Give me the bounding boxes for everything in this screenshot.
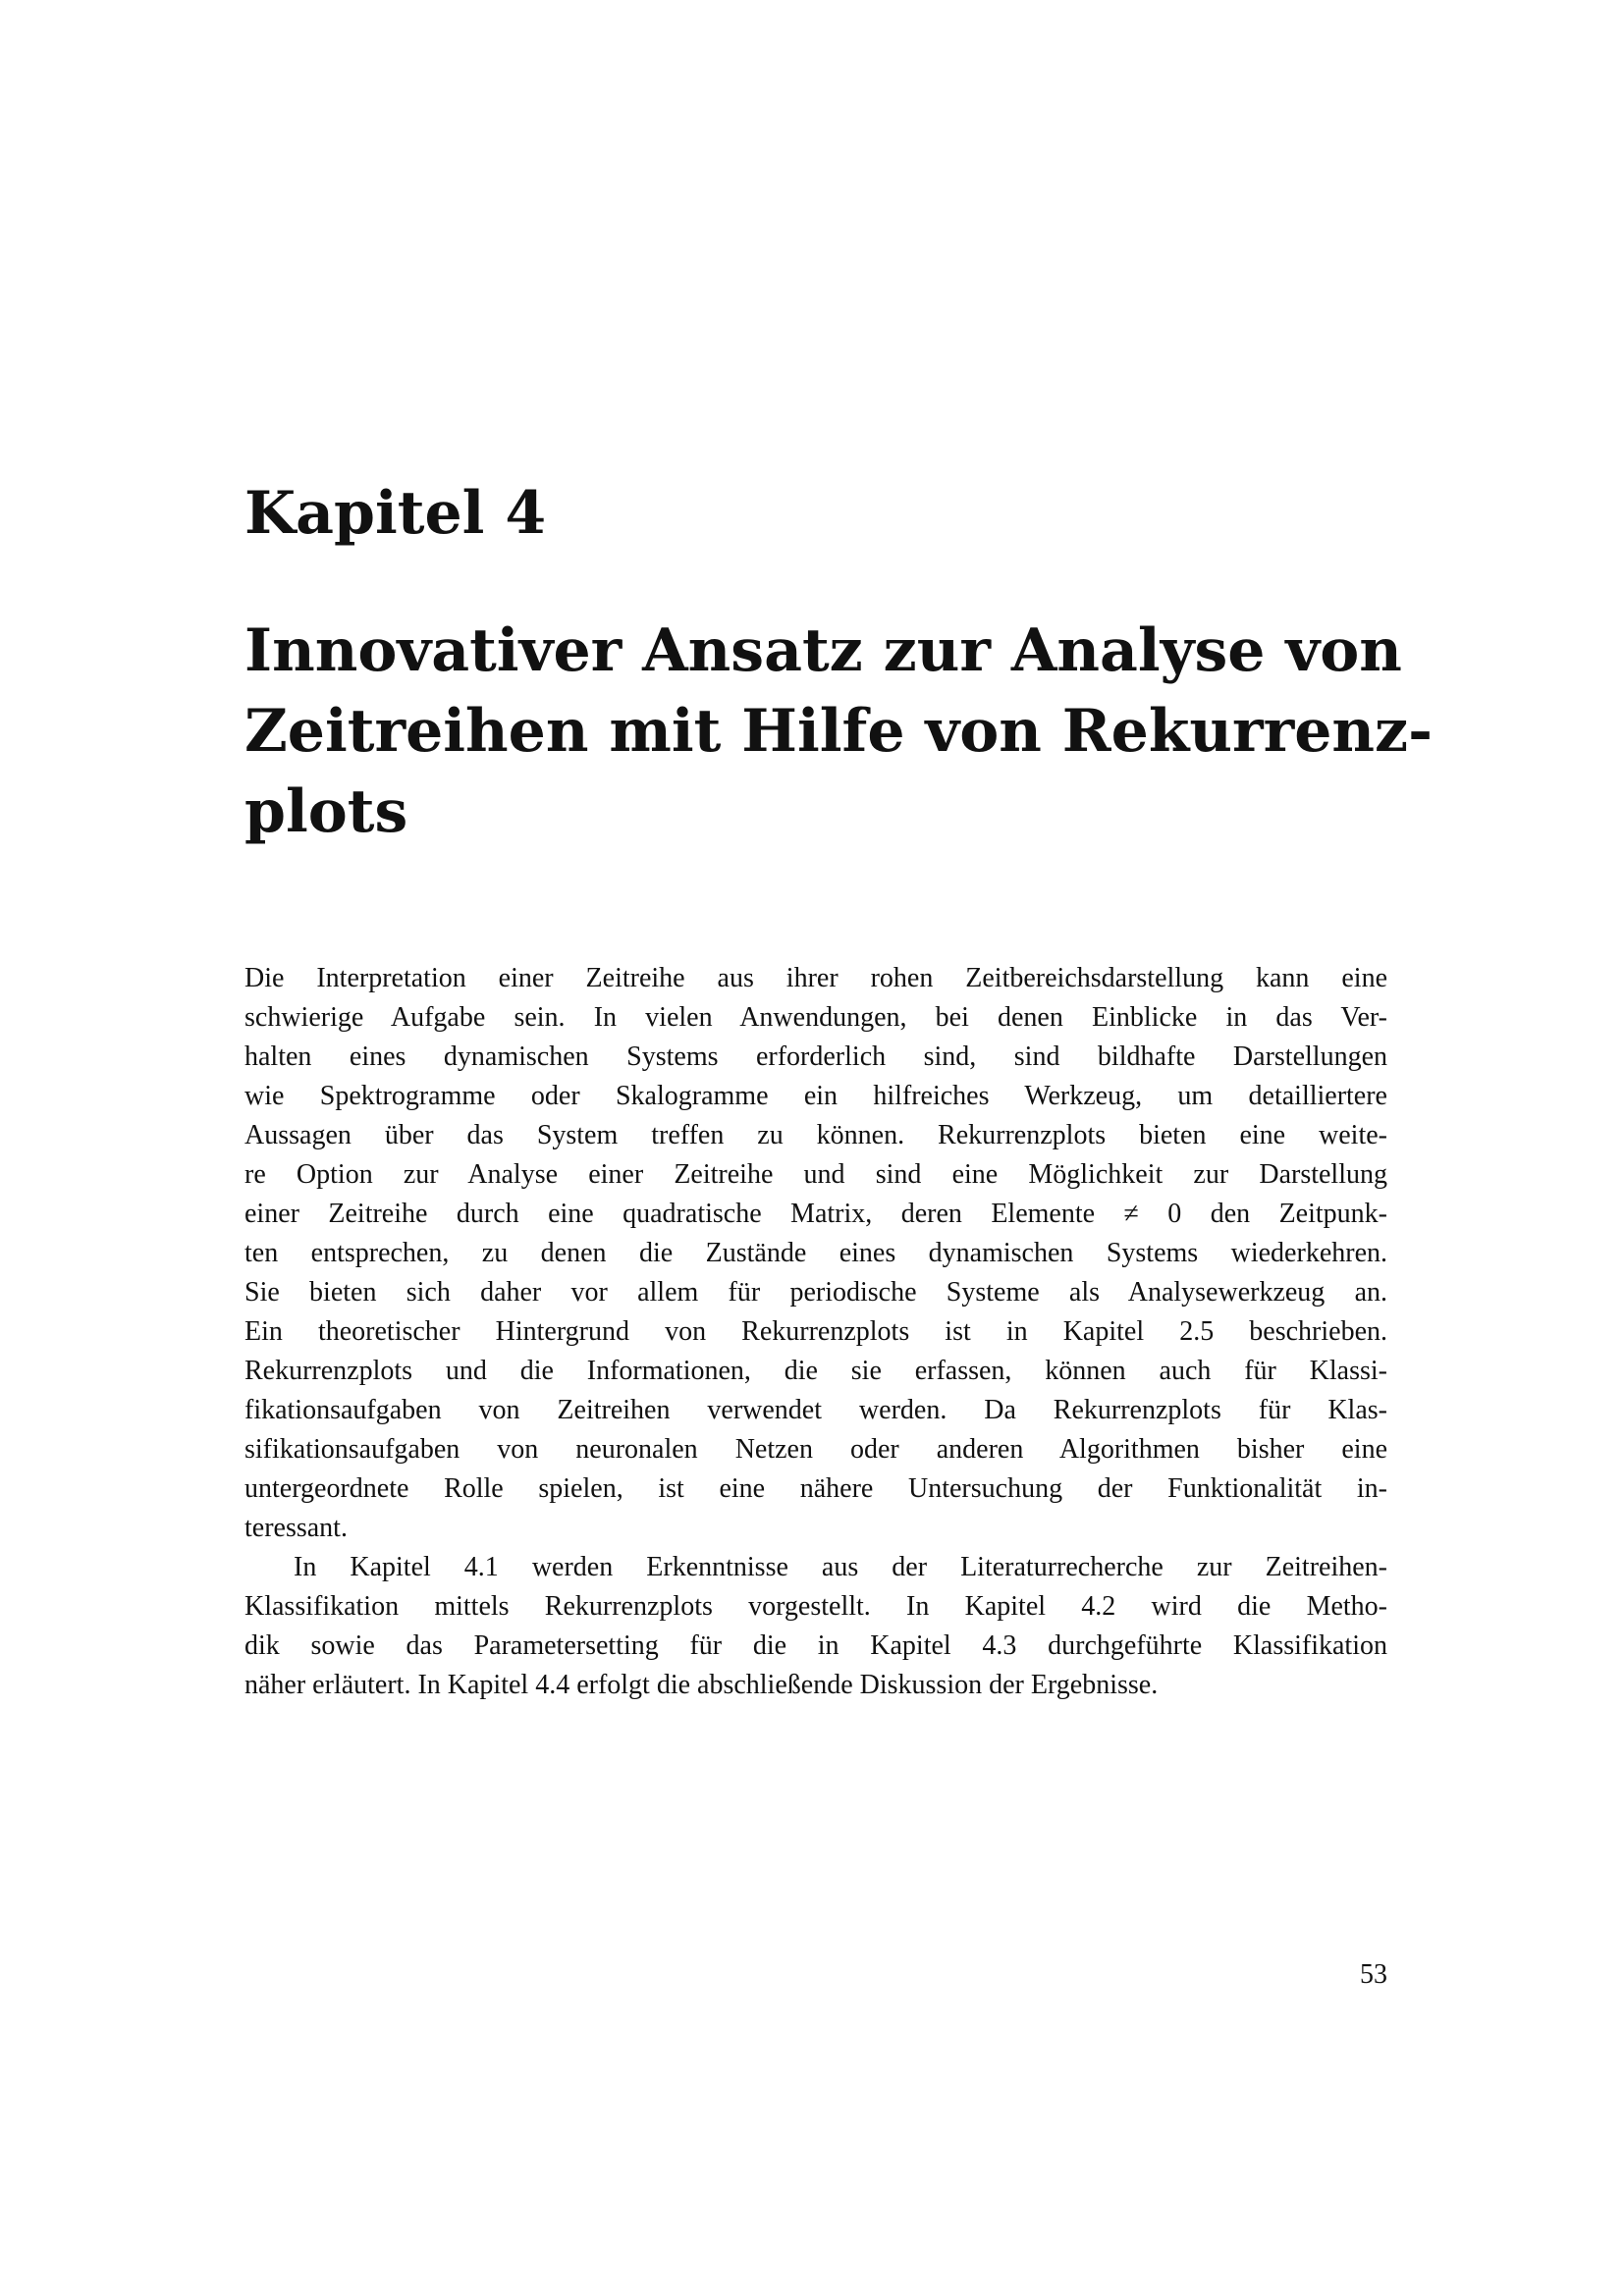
text-line: Aussagen über das System treffen zu können. Rekurrenzplots bieten eine weite- (244, 1120, 1387, 1150)
text-line: schwierige Aufgabe sein. In vielen Anwendungen, bei denen Einblicke in das Ver- (244, 1002, 1387, 1033)
text-line: teressant. (244, 1513, 348, 1543)
text-line: halten eines dynamischen Systems erforderlich sind, sind bildhafte Darstellungen (244, 1041, 1387, 1072)
text-line: fikationsaufgaben von Zeitreihen verwendet werden. Da Rekurrenzplots für Klas- (244, 1395, 1387, 1425)
text-line: Ein theoretischer Hintergrund von Rekurrenzplots ist in Kapitel 2.5 beschrieben. (244, 1316, 1387, 1347)
paragraph-outline (244, 1548, 1387, 1705)
text-line: einer Zeitreihe durch eine quadratische Matrix, deren Elemente ≠ 0 den Zeitpunk- (244, 1199, 1387, 1229)
text-line: Sie bieten sich daher vor allem für periodische Systeme als Analysewerkzeug an. (244, 1277, 1387, 1308)
text-line: ten entsprechen, zu denen die Zustände eines dynamischen Systems wiederkehren. (244, 1238, 1387, 1268)
text-line: Klassifikation mittels Rekurrenzplots vorgestellt. In Kapitel 4.2 wird die Metho- (244, 1591, 1387, 1622)
page-number: 53 (1360, 1959, 1387, 1990)
chapter-label: Kapitel 4 (244, 479, 547, 548)
chapter-title-line: plots (244, 777, 408, 846)
text-line: re Option zur Analyse einer Zeitreihe und sind eine Möglichkeit zur Darstellung (244, 1159, 1387, 1190)
text-line: untergeordnete Rolle spielen, ist eine nähere Untersuchung der Funktionalität in- (244, 1473, 1387, 1504)
chapter-title-line: Zeitreihen mit Hilfe von Rekurrenz- (244, 697, 1434, 766)
text-line: Rekurrenzplots und die Informationen, die sie erfassen, können auch für Klassi- (244, 1356, 1387, 1386)
text-line: Die Interpretation einer Zeitreihe aus ihrer rohen Zeitbereichsdarstellung kann eine (244, 963, 1387, 993)
text-line: sifikationsaufgaben von neuronalen Netzen oder anderen Algorithmen bisher eine (244, 1434, 1387, 1465)
text-line: In Kapitel 4.1 werden Erkenntnisse aus der Literaturrecherche zur Zeitreihen- (294, 1552, 1387, 1582)
chapter-title (244, 611, 1434, 852)
chapter-title-line: Innovativer Ansatz zur Analyse von (244, 616, 1402, 685)
text-line: wie Spektrogramme oder Skalogramme ein hilfreiches Werkzeug, um detailliertere (244, 1081, 1387, 1111)
text-line: näher erläutert. In Kapitel 4.4 erfolgt die abschließende Diskussion der Ergebnisse. (244, 1670, 1159, 1700)
paragraph-intro (244, 959, 1387, 1548)
text-line: dik sowie das Parametersetting für die in Kapitel 4.3 durchgeführte Klassifikation (244, 1630, 1387, 1661)
body-text (244, 959, 1387, 1705)
